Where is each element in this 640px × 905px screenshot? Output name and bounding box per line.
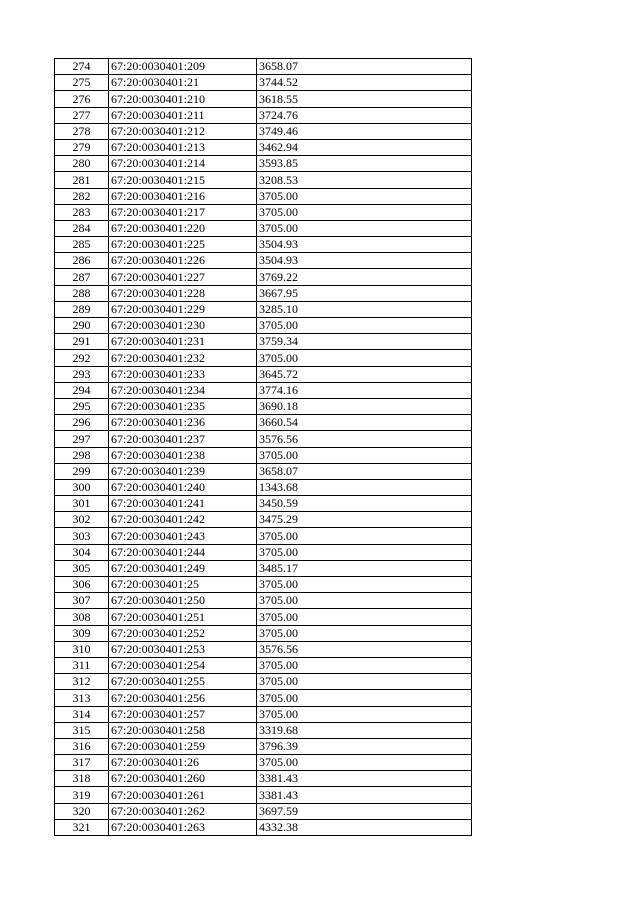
value-cell: 3705.00 (257, 657, 472, 673)
cadastral-number-cell: 67:20:0030401:238 (109, 447, 257, 463)
value-cell: 3462.94 (257, 139, 472, 155)
cadastral-number-cell: 67:20:0030401:228 (109, 285, 257, 301)
value-cell: 3660.54 (257, 415, 472, 431)
value-cell: 3705.00 (257, 706, 472, 722)
cadastral-number-cell: 67:20:0030401:211 (109, 107, 257, 123)
cadastral-number-cell: 67:20:0030401:25 (109, 577, 257, 593)
row-number-cell: 297 (55, 431, 109, 447)
cadastral-number-cell: 67:20:0030401:261 (109, 787, 257, 803)
row-number-cell: 286 (55, 253, 109, 269)
cadastral-number-cell: 67:20:0030401:214 (109, 156, 257, 172)
value-cell: 3769.22 (257, 269, 472, 285)
table-body (55, 59, 472, 836)
cadastral-number-cell: 67:20:0030401:240 (109, 479, 257, 495)
value-cell: 3705.00 (257, 690, 472, 706)
value-cell: 3658.07 (257, 59, 472, 75)
row-number-cell: 305 (55, 560, 109, 576)
value-cell: 1343.68 (257, 479, 472, 495)
row-number-cell: 282 (55, 188, 109, 204)
row-number-cell: 285 (55, 237, 109, 253)
cadastral-number-cell: 67:20:0030401:256 (109, 690, 257, 706)
table-row (55, 318, 472, 334)
value-cell: 3774.16 (257, 382, 472, 398)
cadastral-number-cell: 67:20:0030401:243 (109, 528, 257, 544)
value-cell: 3705.00 (257, 188, 472, 204)
row-number-cell: 284 (55, 220, 109, 236)
value-cell: 3381.43 (257, 787, 472, 803)
table-row (55, 285, 472, 301)
table-row (55, 657, 472, 673)
cadastral-number-cell: 67:20:0030401:230 (109, 318, 257, 334)
row-number-cell: 307 (55, 593, 109, 609)
value-cell: 3705.00 (257, 593, 472, 609)
row-number-cell: 319 (55, 787, 109, 803)
cadastral-number-cell: 67:20:0030401:234 (109, 382, 257, 398)
value-cell: 3705.00 (257, 350, 472, 366)
value-cell: 3645.72 (257, 366, 472, 382)
cadastral-number-cell: 67:20:0030401:258 (109, 722, 257, 738)
value-cell: 3285.10 (257, 301, 472, 317)
cadastral-number-cell: 67:20:0030401:212 (109, 123, 257, 139)
row-number-cell: 291 (55, 334, 109, 350)
cadastral-number-cell: 67:20:0030401:262 (109, 803, 257, 819)
row-number-cell: 316 (55, 738, 109, 754)
table-row (55, 593, 472, 609)
table-row (55, 512, 472, 528)
cadastral-number-cell: 67:20:0030401:229 (109, 301, 257, 317)
value-cell: 3705.00 (257, 318, 472, 334)
value-cell: 3705.00 (257, 204, 472, 220)
row-number-cell: 299 (55, 463, 109, 479)
cadastral-number-cell: 67:20:0030401:220 (109, 220, 257, 236)
table-row (55, 819, 472, 835)
value-cell: 3208.53 (257, 172, 472, 188)
row-number-cell: 278 (55, 123, 109, 139)
cadastral-number-cell: 67:20:0030401:226 (109, 253, 257, 269)
row-number-cell: 320 (55, 803, 109, 819)
table-row (55, 722, 472, 738)
cadastral-number-cell: 67:20:0030401:252 (109, 625, 257, 641)
table-row (55, 625, 472, 641)
row-number-cell: 276 (55, 91, 109, 107)
cadastral-number-cell: 67:20:0030401:263 (109, 819, 257, 835)
table-row (55, 560, 472, 576)
table-row (55, 755, 472, 771)
value-cell: 3759.34 (257, 334, 472, 350)
table-row (55, 690, 472, 706)
cadastral-number-cell: 67:20:0030401:216 (109, 188, 257, 204)
row-number-cell: 292 (55, 350, 109, 366)
table-row (55, 382, 472, 398)
table-row (55, 123, 472, 139)
table-row (55, 674, 472, 690)
cadastral-number-cell: 67:20:0030401:253 (109, 641, 257, 657)
value-cell: 3724.76 (257, 107, 472, 123)
row-number-cell: 317 (55, 755, 109, 771)
table-row (55, 787, 472, 803)
value-cell: 3319.68 (257, 722, 472, 738)
cadastral-number-cell: 67:20:0030401:255 (109, 674, 257, 690)
row-number-cell: 296 (55, 415, 109, 431)
table-row (55, 479, 472, 495)
row-number-cell: 310 (55, 641, 109, 657)
cadastral-number-cell: 67:20:0030401:239 (109, 463, 257, 479)
table-row (55, 75, 472, 91)
cadastral-number-cell: 67:20:0030401:209 (109, 59, 257, 75)
row-number-cell: 298 (55, 447, 109, 463)
table-row (55, 91, 472, 107)
table-row (55, 334, 472, 350)
table-row (55, 172, 472, 188)
table-row (55, 496, 472, 512)
value-cell: 3705.00 (257, 220, 472, 236)
table-row (55, 269, 472, 285)
value-cell: 3475.29 (257, 512, 472, 528)
value-cell: 3705.00 (257, 577, 472, 593)
row-number-cell: 295 (55, 398, 109, 414)
table-row (55, 350, 472, 366)
value-cell: 3667.95 (257, 285, 472, 301)
table-row (55, 706, 472, 722)
row-number-cell: 303 (55, 528, 109, 544)
cadastral-number-cell: 67:20:0030401:241 (109, 496, 257, 512)
row-number-cell: 289 (55, 301, 109, 317)
value-cell: 3658.07 (257, 463, 472, 479)
cadastral-number-cell: 67:20:0030401:259 (109, 738, 257, 754)
row-number-cell: 301 (55, 496, 109, 512)
value-cell: 3576.56 (257, 431, 472, 447)
cadastral-number-cell: 67:20:0030401:227 (109, 269, 257, 285)
table-row (55, 577, 472, 593)
row-number-cell: 281 (55, 172, 109, 188)
table-row (55, 415, 472, 431)
table-row (55, 188, 472, 204)
table-row (55, 139, 472, 155)
table-row (55, 301, 472, 317)
row-number-cell: 274 (55, 59, 109, 75)
table-row (55, 544, 472, 560)
row-number-cell: 280 (55, 156, 109, 172)
value-cell: 3744.52 (257, 75, 472, 91)
cadastral-number-cell: 67:20:0030401:244 (109, 544, 257, 560)
row-number-cell: 312 (55, 674, 109, 690)
row-number-cell: 311 (55, 657, 109, 673)
cadastral-number-cell: 67:20:0030401:254 (109, 657, 257, 673)
table-row (55, 220, 472, 236)
cadastral-number-cell: 67:20:0030401:233 (109, 366, 257, 382)
value-cell: 3504.93 (257, 253, 472, 269)
table-row (55, 107, 472, 123)
value-cell: 3705.00 (257, 625, 472, 641)
table-row (55, 447, 472, 463)
cadastral-number-cell: 67:20:0030401:249 (109, 560, 257, 576)
row-number-cell: 283 (55, 204, 109, 220)
cadastral-number-cell: 67:20:0030401:213 (109, 139, 257, 155)
row-number-cell: 308 (55, 609, 109, 625)
table-row (55, 431, 472, 447)
cadastral-number-cell: 67:20:0030401:236 (109, 415, 257, 431)
value-cell: 3485.17 (257, 560, 472, 576)
table-row (55, 59, 472, 75)
value-cell: 3749.46 (257, 123, 472, 139)
row-number-cell: 304 (55, 544, 109, 560)
table-row (55, 398, 472, 414)
cadastral-number-cell: 67:20:0030401:231 (109, 334, 257, 350)
value-cell: 3450.59 (257, 496, 472, 512)
value-cell: 3705.00 (257, 528, 472, 544)
cadastral-number-cell: 67:20:0030401:225 (109, 237, 257, 253)
value-cell: 3705.00 (257, 609, 472, 625)
cadastral-number-cell: 67:20:0030401:217 (109, 204, 257, 220)
data-table (54, 58, 472, 836)
table-row (55, 738, 472, 754)
row-number-cell: 321 (55, 819, 109, 835)
cadastral-number-cell: 67:20:0030401:215 (109, 172, 257, 188)
value-cell: 3593.85 (257, 156, 472, 172)
table-row (55, 609, 472, 625)
table-row (55, 366, 472, 382)
row-number-cell: 318 (55, 771, 109, 787)
table-row (55, 237, 472, 253)
value-cell: 3796.39 (257, 738, 472, 754)
row-number-cell: 287 (55, 269, 109, 285)
value-cell: 3697.59 (257, 803, 472, 819)
cadastral-number-cell: 67:20:0030401:257 (109, 706, 257, 722)
value-cell: 3576.56 (257, 641, 472, 657)
row-number-cell: 313 (55, 690, 109, 706)
row-number-cell: 275 (55, 75, 109, 91)
row-number-cell: 302 (55, 512, 109, 528)
row-number-cell: 309 (55, 625, 109, 641)
table-row (55, 528, 472, 544)
value-cell: 4332.38 (257, 819, 472, 835)
table-row (55, 771, 472, 787)
row-number-cell: 306 (55, 577, 109, 593)
cadastral-number-cell: 67:20:0030401:242 (109, 512, 257, 528)
cadastral-number-cell: 67:20:0030401:26 (109, 755, 257, 771)
value-cell: 3381.43 (257, 771, 472, 787)
table-row (55, 641, 472, 657)
cadastral-number-cell: 67:20:0030401:251 (109, 609, 257, 625)
cadastral-number-cell: 67:20:0030401:232 (109, 350, 257, 366)
cadastral-number-cell: 67:20:0030401:260 (109, 771, 257, 787)
row-number-cell: 293 (55, 366, 109, 382)
cadastral-number-cell: 67:20:0030401:21 (109, 75, 257, 91)
row-number-cell: 288 (55, 285, 109, 301)
row-number-cell: 279 (55, 139, 109, 155)
table-row (55, 156, 472, 172)
cadastral-number-cell: 67:20:0030401:250 (109, 593, 257, 609)
value-cell: 3705.00 (257, 755, 472, 771)
row-number-cell: 277 (55, 107, 109, 123)
row-number-cell: 300 (55, 479, 109, 495)
value-cell: 3618.55 (257, 91, 472, 107)
cadastral-number-cell: 67:20:0030401:210 (109, 91, 257, 107)
row-number-cell: 315 (55, 722, 109, 738)
value-cell: 3690.18 (257, 398, 472, 414)
row-number-cell: 294 (55, 382, 109, 398)
value-cell: 3504.93 (257, 237, 472, 253)
table-row (55, 253, 472, 269)
cadastral-number-cell: 67:20:0030401:237 (109, 431, 257, 447)
row-number-cell: 290 (55, 318, 109, 334)
table-row (55, 463, 472, 479)
table-row (55, 204, 472, 220)
cadastral-number-cell: 67:20:0030401:235 (109, 398, 257, 414)
value-cell: 3705.00 (257, 674, 472, 690)
table-row (55, 803, 472, 819)
row-number-cell: 314 (55, 706, 109, 722)
value-cell: 3705.00 (257, 544, 472, 560)
value-cell: 3705.00 (257, 447, 472, 463)
